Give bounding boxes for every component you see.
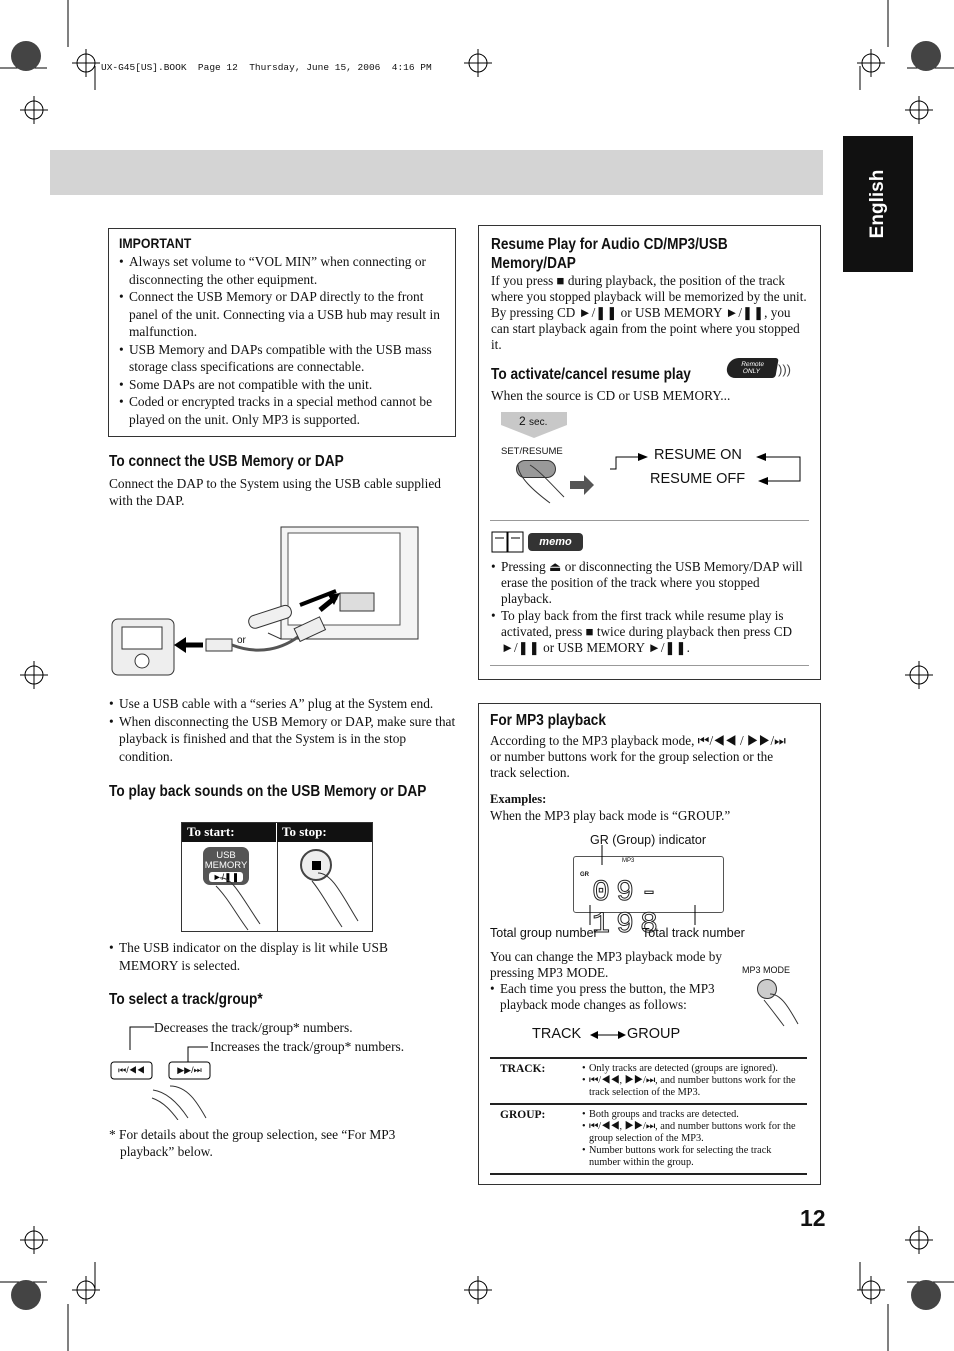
toggle-arrow xyxy=(590,1029,626,1041)
resume-off-label: RESUME OFF xyxy=(650,471,746,487)
examples-text: When the MP3 play back mode is “GROUP.” xyxy=(490,808,731,823)
playback-table-header xyxy=(182,823,372,842)
memo-divider-bottom xyxy=(490,665,809,666)
mode-group-items xyxy=(582,1109,801,1169)
playback-note xyxy=(109,939,429,974)
resume-title xyxy=(491,235,781,273)
playback-title: To play back sounds on the USB Memory or DAP xyxy=(109,783,427,800)
change-list xyxy=(490,981,735,1013)
header-band xyxy=(50,150,823,195)
language-tab-label: English xyxy=(867,169,888,239)
previous-button[interactable]: ⏮/◀◀ xyxy=(118,1065,145,1075)
increase-label: Increases the track/group* numbers. xyxy=(210,1039,405,1054)
list-item: • Only tracks are detected (groups are ignored). xyxy=(582,1063,801,1075)
skip-buttons-illustration xyxy=(108,1020,228,1120)
resume-title-text: Resume Play for Audio CD/MP3/USB Memory/DAP xyxy=(491,236,728,272)
memo-label: memo xyxy=(539,536,572,548)
mp3-body: According to the MP3 playback mode, ⏮/◀◀ / ▶▶/⏭ or number buttons work for the group selection or the track selection. xyxy=(490,733,787,780)
table-row xyxy=(490,1058,807,1104)
list-item: • ⏮/◀◀, ▶▶/⏭, and number buttons work for the track selection of the MP3. xyxy=(582,1075,801,1099)
list-item: • Coded or encrypted tracks in a special method cannot be played on the unit. Only MP3 is supported. xyxy=(119,393,447,428)
important-title: IMPORTANT xyxy=(119,235,192,251)
language-tab xyxy=(843,136,913,272)
next-button[interactable]: ▶▶/⏭ xyxy=(177,1065,202,1075)
table-row xyxy=(490,1104,807,1174)
important-box xyxy=(108,228,456,437)
group-mode-label: GROUP xyxy=(627,1026,681,1042)
resume-condition: When the source is CD or USB MEMORY... xyxy=(491,388,731,403)
mp3-mode-label: MP3 MODE xyxy=(742,965,791,975)
set-resume-label: SET/RESUME xyxy=(501,446,563,457)
display-mp3: MP3 xyxy=(622,858,635,864)
playback-table xyxy=(181,822,373,932)
remote-badge-line1: Remote xyxy=(740,361,765,368)
list-item: • ⏮/◀◀, ▶▶/⏭, and number buttons work for the group selection of the MP3. xyxy=(582,1121,801,1145)
mode-table xyxy=(490,1057,807,1175)
display-gr: GR xyxy=(580,872,589,878)
display-digits: 09-198 xyxy=(592,876,665,942)
list-item: • Some DAPs are not compatible with the unit. xyxy=(119,376,447,394)
memo-divider-top xyxy=(490,520,809,521)
connect-notes xyxy=(109,695,457,765)
select-title: To select a track/group* xyxy=(109,991,263,1008)
display-callouts xyxy=(530,905,730,927)
mode-track-items xyxy=(582,1063,801,1099)
list-item: • To play back from the first track while resume play is activated, press ■ twice during playback then press CD ►/❚❚ or USB MEMORY ►/❚❚. xyxy=(491,608,809,657)
mp3-mode-finger xyxy=(758,988,806,1028)
usb-button-symbol: ►/❚❚ xyxy=(209,872,243,882)
decrease-label: Decreases the track/group* numbers. xyxy=(154,1020,353,1035)
list-item: • Use a USB cable with a “series A” plug at the System end. xyxy=(109,695,457,713)
list-item: • Both groups and tracks are detected. xyxy=(582,1109,801,1121)
remote-only-badge xyxy=(725,358,779,378)
resume-sub-title: To activate/cancel resume play xyxy=(491,366,691,383)
or-label: or xyxy=(237,635,246,646)
page-number: 12 xyxy=(800,1205,826,1231)
gr-indicator-label: GR (Group) indicator xyxy=(590,833,707,847)
mode-group-label: GROUP: xyxy=(490,1104,576,1174)
usb-connection-illustration xyxy=(108,525,453,680)
hold-unit: sec. xyxy=(529,417,548,428)
list-item: • The USB indicator on the display is lit while USB MEMORY is selected. xyxy=(109,939,429,974)
hold-arrow-icon xyxy=(501,412,567,438)
list-item: • Connect the USB Memory or DAP directly to the front panel of the unit. Connecting via a USB hub may result in malfunction. xyxy=(119,288,447,341)
change-text: You can change the MP3 playback mode by pressing MP3 MODE. xyxy=(490,949,722,980)
remote-badge-line2: ONLY xyxy=(742,368,761,375)
mode-track-label: TRACK: xyxy=(490,1058,576,1104)
start-header: To start: xyxy=(182,823,277,842)
signal-icon: ))) xyxy=(778,362,791,377)
important-list xyxy=(119,253,447,428)
mp3-title: For MP3 playback xyxy=(490,712,606,729)
list-item: • Number buttons work for selecting the track number within the group. xyxy=(582,1145,801,1169)
usb-button-line1: USB xyxy=(216,850,236,861)
total-track-label: Total track number xyxy=(642,926,745,940)
list-item: • Each time you press the button, the MP3 playback mode changes as follows: xyxy=(490,981,735,1013)
memo-book-icon xyxy=(491,530,525,554)
stop-header: To stop: xyxy=(282,824,327,839)
total-group-label: Total group number xyxy=(490,926,598,940)
list-item: • Always set volume to “VOL MIN” when connecting or disconnecting the other equipment. xyxy=(119,253,447,288)
connect-title: To connect the USB Memory or DAP xyxy=(109,453,344,470)
select-footnote: * For details about the group selection, see “For MP3 playback” below. xyxy=(109,1127,396,1159)
track-mode-label: TRACK xyxy=(532,1026,582,1042)
usb-button-line2: MEMORY xyxy=(204,860,248,871)
examples-label: Examples: xyxy=(490,792,547,806)
memo-badge xyxy=(528,533,583,551)
list-item: • Pressing ⏏ or disconnecting the USB Memory/DAP will erase the position of the track where you stopped playback. xyxy=(491,559,809,608)
list-item: • When disconnecting the USB Memory or DAP, make sure that playback is finished and that the System is in the stop condition. xyxy=(109,713,457,766)
memo-list xyxy=(491,559,809,656)
connect-body: Connect the DAP to the System using the USB cable supplied with the DAP. xyxy=(109,476,442,508)
file-info-header: UX-G45[US].BOOK Page 12 Thursday, June 15, 2006 4:16 PM xyxy=(101,62,432,73)
hold-seconds: 2 xyxy=(519,414,526,428)
list-item: • USB Memory and DAPs compatible with the USB mass storage class specifications are connectable. xyxy=(119,341,447,376)
resume-on-label: RESUME ON xyxy=(654,447,742,463)
resume-body: If you press ■ during playback, the position of the track where you stopped playback will be memorized by the unit. By pressing CD ►/❚❚ or USB MEMORY ►/❚❚, you can start playback again from the point where you stopped it. xyxy=(491,273,807,352)
